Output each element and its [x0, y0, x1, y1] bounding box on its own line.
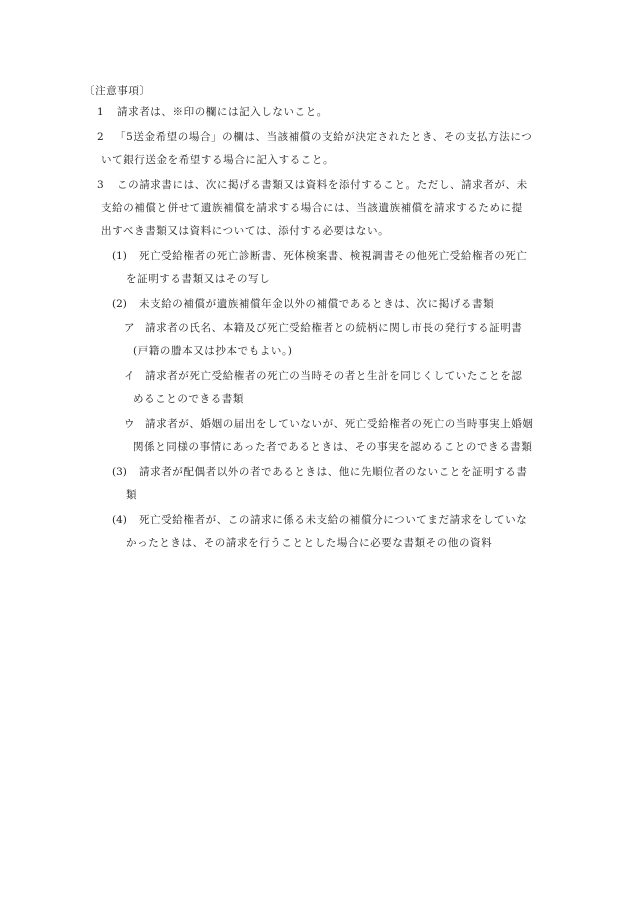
sub-2-a-line-2: (戸籍の謄本又は抄本でもよい。) [133, 345, 293, 357]
sub-2-i-line-1: 請求者が死亡受給権者の死亡の当時その者と生計を同じくしていたことを認 [145, 370, 523, 382]
sub-2-number: (2) [112, 298, 127, 310]
sub-3-number: (3) [112, 466, 127, 478]
sub-2-a-line-1: 請求者の氏名、本籍及び死亡受給権者との続柄に関し市長の発行する証明書 [145, 322, 523, 334]
item-2-number: 2 [97, 131, 104, 143]
item-3-line-3: 出すべき書類又は資料については、添付する必要はない。 [101, 225, 390, 237]
sub-4-line-2: かったときは、その請求を行うこととした場合に必要な書類その他の資料 [126, 537, 493, 549]
item-2-line-2: いて銀行送金を希望する場合に記入すること。 [101, 154, 335, 166]
sub-1-line-1: 死亡受給権者の死亡診断書、死体検案書、検視調書その他死亡受給権者の死亡 [139, 250, 528, 262]
sub-2-i-line-2: めることのできる書類 [133, 393, 244, 405]
notes-heading: 〔注意事項〕 [84, 85, 151, 97]
sub-2-line-1: 未支給の補償が遺族補償年金以外の補償であるときは、次に掲げる書類 [139, 298, 495, 310]
sub-2-u-mark: ウ [124, 418, 135, 430]
sub-2-u-line-2: 関係と同様の事情にあった者であるときは、その事実を認めることのできる書類 [133, 441, 533, 453]
sub-3-line-2: 類 [126, 489, 138, 501]
sub-2-u-line-1: 請求者が、婚姻の届出をしていないが、死亡受給権者の死亡の当時事実上婚姻 [145, 418, 534, 430]
item-3-line-1: この請求書には、次に掲げる書類又は資料を添付すること。ただし、請求者が、未 [117, 179, 528, 191]
sub-1-number: (1) [112, 250, 127, 262]
item-1-number: 1 [97, 106, 104, 118]
sub-3-line-1: 請求者が配偶者以外の者であるときは、他に先順位者のないことを証明する書 [139, 466, 528, 478]
sub-2-a-mark: ア [124, 322, 135, 334]
item-1-text: 請求者は、※印の欄には記入しないこと。 [117, 106, 328, 118]
sub-1-line-2: を証明する書類又はその写し [126, 273, 271, 285]
sub-4-number: (4) [112, 514, 127, 526]
sub-2-i-mark: イ [124, 370, 135, 382]
item-2-line-1: 「5送金希望の場合」の欄は、当該補償の支給が決定されたとき、その支払方法につ [115, 131, 533, 143]
sub-4-line-1: 死亡受給権者が、この請求に係る未支給の補償分についてまだ請求をしていな [139, 514, 528, 526]
item-3-number: 3 [97, 179, 104, 191]
item-3-line-2: 支給の補償と併せて遺族補償を請求する場合には、当該遺族補償を請求するために提 [101, 202, 523, 214]
